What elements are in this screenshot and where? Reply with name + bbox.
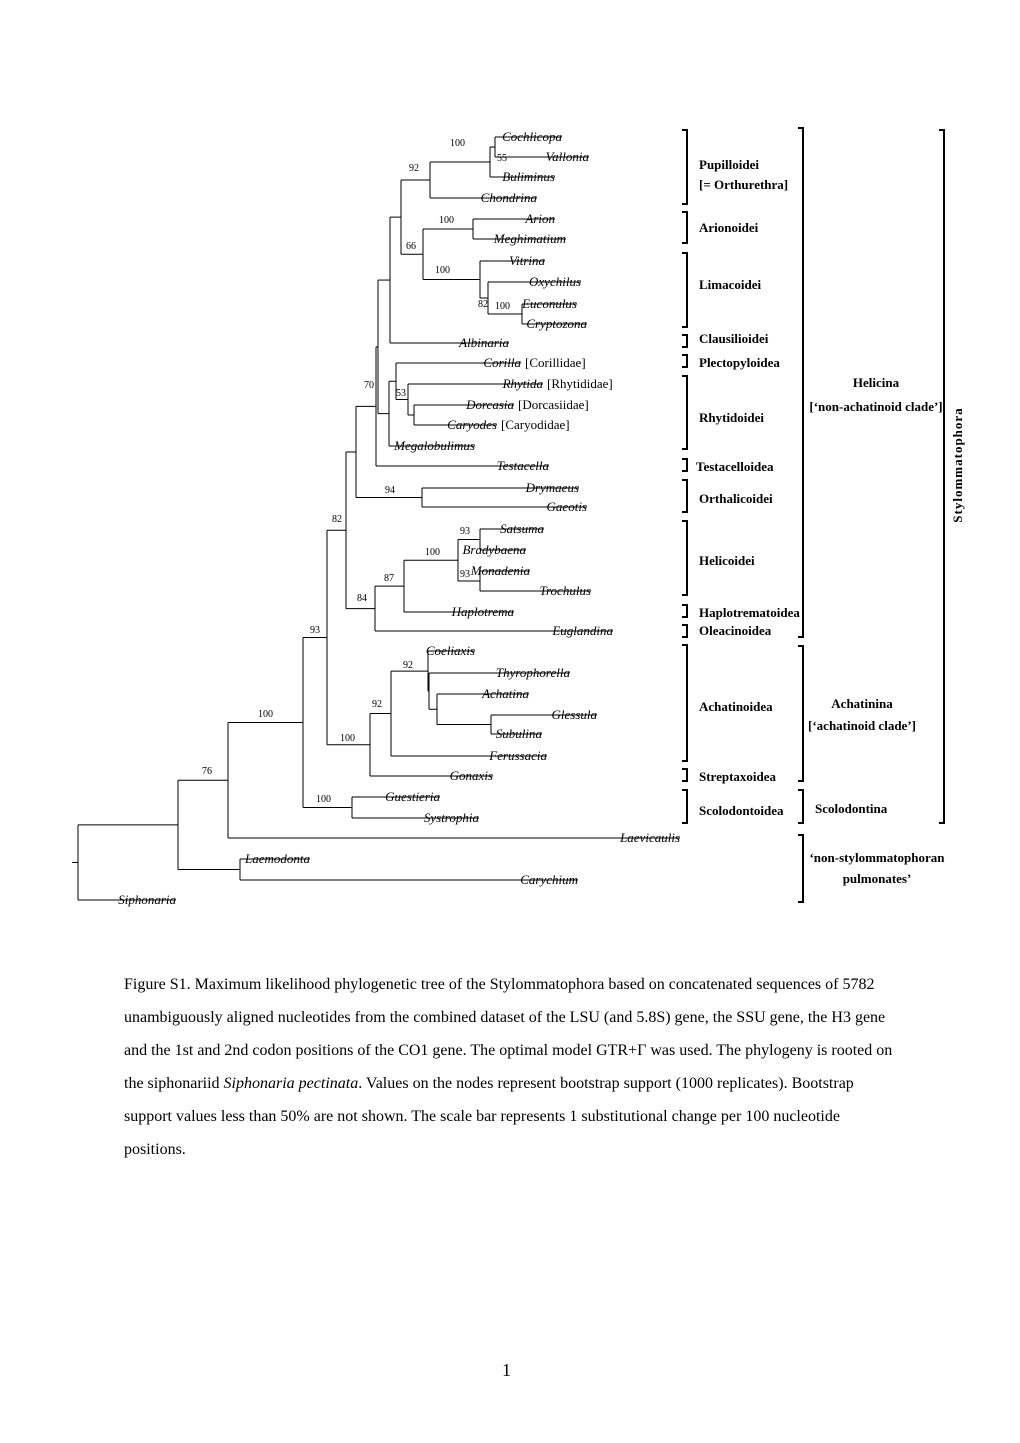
taxon-label: Satsuma (499, 521, 544, 536)
taxon-label: Buliminus (502, 169, 555, 184)
clade-label-streptaxoidea: Streptaxoidea (699, 769, 777, 784)
taxon-label: Rhytida (502, 376, 543, 391)
bootstrap-value: 94 (385, 485, 395, 496)
page-number: 1 (502, 1360, 511, 1380)
taxon-labels (118, 129, 680, 907)
taxon-label: Cochlicopa (502, 129, 562, 144)
clade-label-oleacinoidea: Oleacinoidea (699, 623, 772, 638)
taxon-label: Meghimatium (493, 231, 566, 246)
clade-brackets (682, 128, 944, 902)
taxon-label: Chondrina (480, 190, 537, 205)
taxon-label: Euconulus (522, 296, 577, 311)
taxon-label: Caryodes (447, 417, 497, 432)
bracket-scolodontoidea (682, 790, 687, 823)
clade-labels (696, 157, 965, 886)
clade-label-testacelloidea: Testacelloidea (696, 459, 774, 474)
taxon-label: Cryptozona (526, 316, 587, 331)
bootstrap-value: 82 (332, 514, 342, 525)
bootstrap-value: 100 (425, 547, 440, 558)
bracket-orthalicoidei (682, 480, 687, 512)
bootstrap-value: 70 (364, 380, 374, 391)
clade-label-stylommatophora: Stylommatophora (950, 407, 965, 523)
taxon-label: Trochulus (539, 583, 591, 598)
bracket-haplotrematoidea (682, 605, 687, 617)
clade-label-arionoidei: Arionoidei (699, 220, 759, 235)
family-label: [Corillidae] (525, 355, 586, 370)
family-label: [Dorcasiidae] (518, 397, 589, 412)
bootstrap-value: 93 (460, 526, 470, 537)
clade-label-clausilioidei: Clausilioidei (699, 331, 769, 346)
taxon-label: Laevicaulis (620, 830, 680, 845)
taxon-label: Glessula (551, 707, 597, 722)
bootstrap-value: 66 (406, 241, 416, 252)
taxon-label: Siphonaria (118, 892, 176, 907)
clade-label-helicoidei: Helicoidei (699, 553, 755, 568)
bracket-achatinoidea (682, 645, 687, 761)
clade-label-pulmonates: pulmonates’ (842, 871, 912, 886)
taxon-label: Guestieria (385, 789, 440, 804)
clade-label-orthalicoidei: Orthalicoidei (699, 491, 773, 506)
bootstrap-value: 76 (202, 766, 212, 777)
bracket-plectopyloidea (682, 355, 687, 367)
taxon-label: Dorcasia (466, 397, 514, 412)
family-label: [Caryodidae] (501, 417, 570, 432)
bracket-pupilloidei (682, 130, 687, 204)
clade-label-achatinoidea: Achatinoidea (699, 699, 773, 714)
bracket-achatinina (798, 646, 803, 781)
taxon-label: Monadenia (470, 563, 530, 578)
taxon-label: Haplotrema (451, 604, 514, 619)
taxon-label: Vallonia (545, 149, 589, 164)
clade-label-non-stylommatophoran: ‘non-stylommatophoran (809, 850, 945, 865)
clade-label-achatinina: Achatinina (831, 696, 893, 711)
clade-label-scolodontoidea: Scolodontoidea (699, 803, 784, 818)
bootstrap-value: 93 (460, 569, 470, 580)
taxon-label: Arion (525, 211, 555, 226)
bootstrap-value: 53 (396, 388, 406, 399)
taxon-label: Euglandina (552, 623, 613, 638)
bootstrap-value: 82 (478, 299, 488, 310)
bootstrap-value: 100 (316, 794, 331, 805)
taxon-label: Achatina (482, 686, 529, 701)
taxon-label: Systrophia (423, 810, 479, 825)
caption-species: Siphonaria pectinata (223, 1075, 359, 1092)
bootstrap-value: 100 (258, 709, 273, 720)
family-label: [Rhytididae] (547, 376, 613, 391)
bracket-oleacinoidea (682, 625, 687, 637)
clade-label-helicina: Helicina (852, 375, 900, 390)
taxon-label: Testacella (496, 458, 549, 473)
bootstrap-value: 87 (384, 573, 394, 584)
clade-label-pupilloidei: Pupilloidei (699, 157, 759, 172)
bracket-streptaxoidea (682, 769, 687, 781)
bootstrap-value: 92 (409, 163, 419, 174)
clade-label-scolodontina: Scolodontina (815, 801, 888, 816)
bootstrap-value: 92 (372, 699, 382, 710)
taxon-label: Ferussacia (489, 748, 547, 763)
bracket-limacoidei (682, 253, 687, 327)
taxon-label: Drymaeus (525, 480, 579, 495)
bootstrap-value: 84 (357, 593, 367, 604)
caption-text-2: . Values on the nodes represent bootstrap support (1000 replicates). Bootstrap support values less than 50% are not shown. The scale bar represents 1 substitutional change per 100 nucleotide positions. (124, 1075, 854, 1158)
clade-label-limacoidei: Limacoidei (699, 277, 762, 292)
bracket-helicina (798, 128, 803, 637)
clade-label-achatinina-sub: [‘achatinoid clade’] (808, 718, 916, 733)
bootstrap-value: 100 (450, 138, 465, 149)
clade-label-helicina-sub: [‘non-achatinoid clade’] (809, 399, 943, 414)
taxon-label: Gaeotis (546, 499, 587, 514)
bracket-arionoidei (682, 212, 687, 243)
taxon-label: Megalobulimus (394, 438, 475, 453)
bracket-scolodontina (798, 790, 803, 823)
taxon-label: Vitrina (509, 253, 545, 268)
bracket-testacelloidea (682, 459, 687, 471)
taxon-label: Laemodonta (245, 851, 310, 866)
taxon-label: Corilla (483, 355, 521, 370)
bracket-helicoidei (682, 521, 687, 595)
bootstrap-value: 93 (310, 625, 320, 636)
bootstrap-value: 55 (497, 153, 507, 164)
taxon-label: Oxychilus (529, 274, 581, 289)
bracket-stylommatophora (939, 130, 944, 823)
tree-branches (72, 137, 680, 900)
figure-caption (124, 968, 904, 1166)
taxon-label: Coeliaxis (425, 643, 475, 658)
clade-label-orthurethra: [= Orthurethra] (699, 177, 789, 192)
bracket-rhytidoidei (682, 376, 687, 449)
taxon-label: Bradybaena (462, 542, 526, 557)
bracket-non-stylommatophoran (798, 835, 803, 902)
taxon-label: Thyrophorella (495, 665, 570, 680)
caption-label: Figure S1. (124, 976, 191, 993)
clade-label-haplotrematoidea: Haplotrematoidea (699, 605, 800, 620)
taxon-label: Subulina (495, 726, 542, 741)
taxon-label: Carychium (520, 872, 578, 887)
taxon-label: Albinaria (459, 335, 509, 350)
clade-label-plectopyloidea: Plectopyloidea (699, 355, 780, 370)
bootstrap-value: 92 (403, 660, 413, 671)
bootstrap-value: 100 (439, 215, 454, 226)
bootstrap-value: 100 (435, 265, 450, 276)
bootstrap-value: 100 (340, 733, 355, 744)
taxon-label: Gonaxis (449, 768, 493, 783)
caption-text-1: Maximum likelihood phylogenetic tree of the Stylommatophora based on concatenated sequences of 5782 unambiguously aligned nucleotides from the combined dataset of the LSU (and 5.8S) gene, the SSU gene, the H3 gene and the 1st and 2nd codon positions of the CO1 gene. The optimal model GTR+Γ was used. The phylogeny is rooted on the siphonariid (124, 976, 893, 1092)
bootstrap-value: 100 (495, 301, 510, 312)
bracket-clausilioidei (682, 335, 687, 347)
clade-label-rhytidoidei: Rhytidoidei (699, 410, 765, 425)
